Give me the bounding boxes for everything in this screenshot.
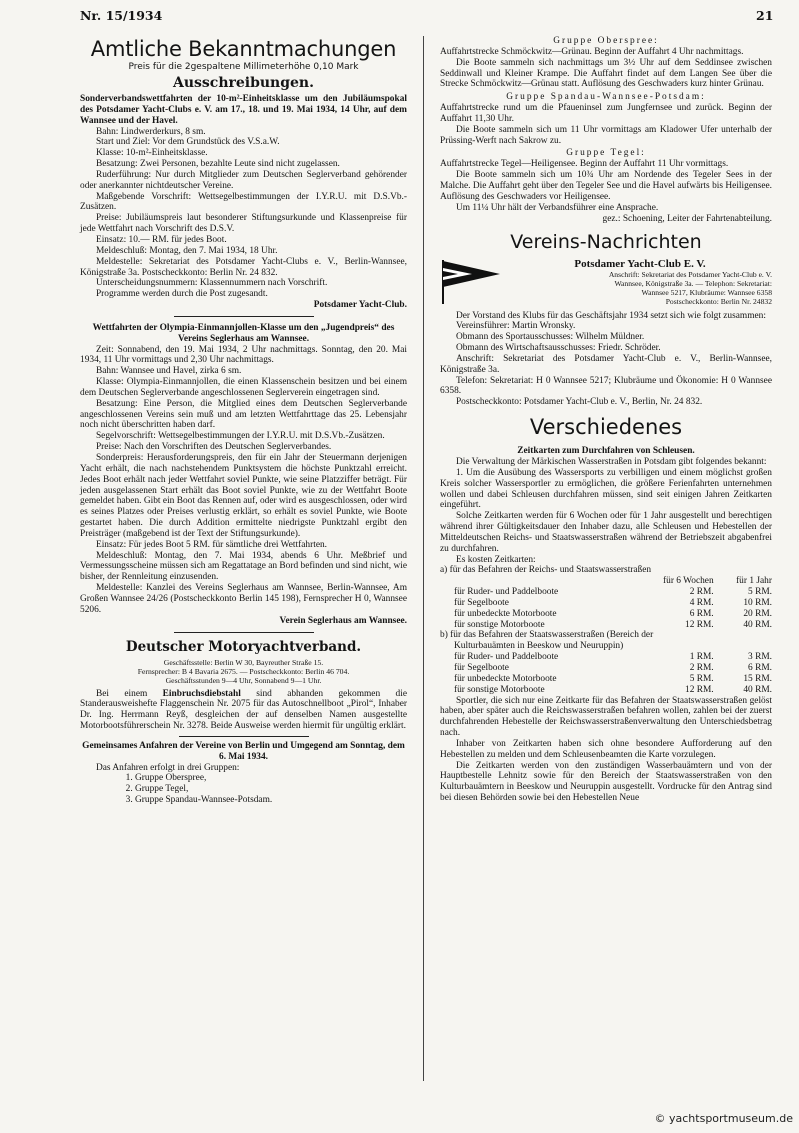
price-table: [440, 565, 772, 695]
table-row: [440, 663, 772, 674]
table-row: [440, 598, 772, 609]
cell: 2 RM.: [689, 663, 714, 673]
group-item: 3. Gruppe Spandau-Wannsee-Potsdam.: [135, 795, 407, 806]
r1-programme: Programme werden durch die Post zugesandt.: [95, 289, 268, 300]
g3-name: Gruppe Tegel:: [566, 148, 646, 159]
versch-p1: Die Verwaltung der Märkischen Wasserstraßen in Potsdam gibt folgendes bekannt:: [455, 456, 767, 467]
moto-p1c: sind abhanden gekommen die Standerausweishefte Flaggenschein Nr. 2075 für das Autoschnellboot „Pirol“, Inhaber Dr. Ing. Herrmann Reyß, desgleichen der auf denselben Namen ausgestellte Motorbootsführerschein Nr. 3278. Beide Ausweise werden hiermit für ungültig erklärt.: [80, 688, 407, 732]
versch-p2: 1. Um die Ausübung des Wassersports zu verbilligen und einem möglichst großen Kreis solcher Wassersportler zu ermöglichen, die größere Ferienfahrten unternehmen wollen und dabei Schleusen durchfahren müssen, sind seit einigen Jahren Zeitkarten eingeführt.: [440, 467, 772, 511]
table-row: [440, 609, 772, 620]
r2-meldeschluss: Meldeschluß: Montag, den 7. Mai 1934, abends 6 Uhr. Meßbrief und Vermessungsscheine müssen sich am Regattatage an Bord befinden und sind nicht, wie bisher, der Rennleitung einzusenden.: [80, 550, 408, 583]
anfahren-heading: Gemeinsames Anfahren der Vereine von Berlin und Umgegend am Sonntag, dem 6. Mai 1934.: [82, 740, 405, 762]
ausschreibungen-heading: Ausschreibungen.: [172, 75, 314, 91]
cell: 15 RM.: [743, 673, 772, 684]
club-pennant-icon: [440, 258, 502, 304]
vorstand-4: Anschrift: Sekretariat des Potsdamer Yacht-Club e. V., Berlin-Wannsee, Königstraße 3a.: [440, 353, 772, 375]
cell: für Segelboote: [454, 597, 509, 608]
cell: 12 RM.: [685, 619, 714, 630]
table-row: [440, 587, 772, 598]
table-a-heading: a) für das Befahren der Reichs- und Staatswasserstraßen: [440, 565, 652, 576]
cell: für sonstige Motorboote: [454, 684, 545, 695]
moto-p1a: Bei einem: [95, 688, 163, 699]
versch-p3: Solche Zeitkarten werden für 6 Wochen oder für 1 Jahr ausgestellt und berechtigen während ihrer Gültigkeitsdauer den Inhaber dazu, alle Schleusen und Hebestellen der Mitteldeutschen Reichs- und Staatswasserstraßen während der Betriebszeit abgabenfrei zu durchfahren.: [440, 511, 772, 554]
cell: 20 RM.: [743, 608, 772, 619]
page-number: 21: [756, 8, 774, 23]
table-b-heading-2: Kulturbauämten in Beeskow und Neuruppin): [454, 641, 624, 652]
versch-p6: Inhaber von Zeitkarten haben sich ohne besondere Aufforderung auf den Hebestellen zu melden und dem Schleusenbeamten die Karte vorzulegen.: [440, 738, 772, 760]
g3-text1: Auffahrtstrecke Tegel—Heiligensee. Beginn der Auffahrt 11 Uhr vormittags.: [440, 159, 729, 170]
g1-text2: Die Boote sammeln sich nachmittags um 3½ Uhr auf dem Seddinsee zwischen Seddinwall und Kleiner Krampe. Die Auffahrt findet auf dem Langen See über die Strecke Schmöckwitz—Grünau statt. Auflösung des Geschwaders kurz hinter Grünau.: [440, 57, 772, 90]
r1-meldeschluss: Meldeschluß: Montag, den 7. Mai 1934, 18 Uhr.: [95, 245, 278, 256]
moto-info-3: Geschäftsstunden 9—4 Uhr, Sonnabend 9—1 Uhr.: [165, 675, 322, 685]
r2-sonderpreis: Sonderpreis: Herausforderungspreis, den für ein Jahr der Steuermann derjenigen Yacht erhält, die nach nachstehendem Punktsystem die höchste Punktzahl erreicht. Jedes Boot erhält nach jeder Wettfahrt soviel Punkte, wie seine Platzziffer beträgt. Für jeden ausgelassenen Start erhält das Boot soviel Punkte, wie zu der Wettfahrt Boote gemeldet haben. Gibt ein Boot das Rennen auf, oder wird es ausgeschlossen, oder wird es seines Platzes oder Preises verlustig erklärt, so erhält es soviel Punkte, wie Boote gestartet haben. Die durch Addition ermittelte niedrigste Punktzahl ergibt den Preisträger (maßgebend ist der Text der Stiftungsurkunde).: [80, 453, 407, 539]
r1-heading: Sonderverbandswettfahrten der 10-m²-Einheitsklasse um den Jubiläumspokal des Potsdamer Yacht-Clubs e. V. am 17., 18. und 19. Mai 1934, 14 Uhr, auf dem Wannsee und der Havel.: [80, 94, 407, 126]
column-divider: [423, 36, 424, 1081]
group-item: 2. Gruppe Tegel,: [135, 784, 407, 795]
g2-text1: Auffahrtstrecke rund um die Pfaueninsel zum Jungfernsee und zurück. Beginn der Auffahrt 11,30 Uhr.: [440, 103, 772, 124]
watermark: © yachtsportmuseum.de: [654, 1112, 793, 1125]
table-b-heading-1: b) für das Befahren der Staatswasserstraßen (Bereich der: [440, 630, 654, 641]
cell: 4 RM.: [689, 597, 714, 608]
motoryacht-title: Deutscher Motoryachtverband.: [125, 638, 362, 655]
cell: 40 RM.: [743, 684, 772, 695]
versch-p7: Die Zeitkarten werden von den zuständigen Wasserbauämtern und von der Hauptbestelle Lehnitz sowie für den Bereich der Staatswasserstraßen von den Kulturbauämtern in Beeskow und Neuruppin ausgestellt. Vordrucke für den Antrag sind bei diesen Behörden sowie bei den Hebestellen Neue: [440, 760, 772, 804]
cell: 1 RM.: [689, 652, 714, 663]
club-info-2: Wannsee, Königstraße 3a. — Telephon: Sekretariat:: [614, 279, 772, 289]
cell: für sonstige Motorboote: [454, 619, 545, 630]
r2-heading: Wettfahrten der Olympia-Einmannjollen-Klasse um den „Jugendpreis“ des Vereins Seglerhaus am Wannsee.: [92, 322, 395, 344]
club-text: [508, 258, 772, 306]
vorstand-6: Postscheckkonto: Potsdamer Yacht-Club e. V., Berlin, Nr. 24 832.: [455, 397, 703, 408]
divider: [174, 316, 314, 317]
r1-vorschrift: Maßgebende Vorschrift: Wettsegelbestimmungen der I.Y.R.U. mit D.S.Vb.-Zusätzen.: [80, 191, 407, 213]
cell: 5 RM.: [748, 587, 772, 598]
vorstand-5: Telefon: Sekretariat: H 0 Wannsee 5217; Klubräume und Ökonomie: H 0 Wannsee 6358.: [440, 375, 772, 397]
club-name: Potsdamer Yacht-Club E. V.: [574, 258, 706, 271]
r1-nummern: Unterscheidungsnummern: Klassennummern nach Vorschrift.: [95, 278, 328, 289]
issue-number: Nr. 15/1934: [80, 8, 163, 23]
moto-info-2: Fernsprecher: B 4 Bavaria 2675. — Postscheckkonto: Berlin 46 704.: [137, 666, 350, 676]
moto-diebstahl: [80, 689, 407, 732]
left-column: [80, 36, 407, 806]
vereins-title: Vereins-Nachrichten: [510, 231, 702, 254]
cell: für Ruder- und Paddelboote: [454, 587, 559, 598]
verschiedenes-title: Verschiedenes: [529, 415, 683, 440]
group-item: 1. Gruppe Oberspree,: [135, 773, 407, 784]
r2-meldestelle: Meldestelle: Kanzlei des Vereins Seglerhaus am Wannsee, Berlin-Wannsee, Am Großen Wannsee 24/26 (Postscheckkonto Berlin 145 198), Fernsprecher H 0, Wannsee 5206.: [80, 583, 407, 615]
club-block: [440, 258, 772, 306]
r2-preise: Preise: Nach den Vorschriften des Deutschen Seglerverbandes.: [95, 442, 332, 453]
cell: 40 RM.: [743, 619, 772, 630]
table-row: [440, 674, 772, 685]
cell: für Segelboote: [454, 663, 509, 673]
g3-text2: Die Boote sammeln sich um 10¾ Uhr am Nordende des Tegeler Sees in der Malche. Die Auffahrt geht über den Tegeler See und die Havel aufwärts bis Heiligensee. Auflösung des Geschwaders vor Heiligensee.: [440, 170, 772, 202]
r2-zeit: Zeit: Sonnabend, den 19. Mai 1934, 2 Uhr nachmittags. Sonntag, den 20. Mai 1934, 11 Uhr vormittags und 2,30 Uhr nachmittags.: [80, 344, 407, 366]
zeitkarten-heading: Zeitkarten zum Durchfahren von Schleusen.: [517, 446, 695, 457]
cell: für unbedeckte Motorboote: [454, 608, 557, 619]
cell: 5 RM.: [689, 673, 714, 684]
cell: 10 RM.: [743, 597, 772, 608]
amtliche-title: Amtliche Bekanntmachungen: [90, 37, 397, 61]
r1-signature: Potsdamer Yacht-Club.: [313, 300, 407, 311]
r1-klasse: Klasse: 10-m²-Einheitsklasse.: [95, 148, 208, 159]
right-column: [440, 36, 772, 804]
vorstand-3: Obmann des Wirtschaftsausschusses: Friedr. Schröder.: [455, 343, 661, 354]
amtliche-subtitle: Preis für die 2gespaltene Millimeterhöhe 0,10 Mark: [128, 62, 359, 72]
col-6wochen: für 6 Wochen: [663, 576, 714, 587]
versch-p4: Es kosten Zeitkarten:: [455, 554, 536, 565]
r2-klasse: Klasse: Olympia-Einmannjollen, die einen Klassenschein besitzen und bei einem dem Deutschen Seglerverbande angeschlossenen Seglerverein eingetragen sind.: [80, 377, 407, 398]
col-1jahr: für 1 Jahr: [736, 576, 772, 587]
moto-info-1: Geschäftsstelle: Berlin W 30, Bayreuther Straße 15.: [163, 657, 324, 667]
cell: für Ruder- und Paddelboote: [454, 652, 559, 663]
club-info-4: Postscheckkonto: Berlin Nr. 24832: [665, 296, 772, 306]
r2-besatzung: Besatzung: Eine Person, die Mitglied eines dem Deutschen Seglerverbande angeschlossenen Vereins sein muß und am letzten Wettfahrttage das 25. Lebensjahr noch nicht überschritten haben darf.: [80, 398, 407, 431]
g2-text2: Die Boote sammeln sich um 11 Uhr vormittags am Kladower Ufer unterhalb der Prüssing-Werft nach Sakrow zu.: [440, 124, 772, 146]
anfahren-groups: [80, 773, 407, 806]
divider: [179, 736, 309, 737]
table-row: [440, 652, 772, 663]
vorstand-2: Obmann des Sportausschusses: Wilhelm Müldner.: [455, 332, 645, 343]
divider: [174, 632, 314, 633]
table-row: [440, 620, 772, 631]
g1-text1: Auffahrtstrecke Schmöckwitz—Grünau. Beginn der Auffahrt 4 Uhr nachmittags.: [440, 46, 744, 57]
g3-signature: gez.: Schoening, Leiter der Fahrtenabteilung.: [602, 213, 772, 224]
r2-signature: Verein Seglerhaus am Wannsee.: [279, 615, 407, 626]
r1-meldestelle: Meldestelle: Sekretariat des Potsdamer Yacht-Clubs e. V., Berlin-Wannsee, Königstraße 3a. Postscheckkonto: Berlin Nr. 24 832.: [80, 256, 407, 278]
r1-einsatz: Einsatz: 10.— RM. für jedes Boot.: [95, 234, 227, 245]
moto-p1b: Einbruchsdiebstahl: [162, 688, 241, 699]
cell: 6 RM.: [689, 608, 714, 619]
cell: 6 RM.: [748, 663, 772, 673]
club-info-1: Anschrift: Sekretariat des Potsdamer Yacht-Club e. V.: [608, 270, 772, 280]
versch-p5: Sportler, die sich nur eine Zeitkarte für das Befahren der Staatswasserstraßen gelöst haben, aber später auch die Reichswasserstraßen befahren wollen, zahlen bei der zuerst durchfahrenden Hebestelle der Reichswasserstraßenverwaltung den Unterschiedsbetrag nach.: [440, 695, 772, 739]
r2-vorschrift: Segelvorschrift: Wettsegelbestimmungen der I.Y.R.U. mit D.S.Vb.-Zusätzen.: [95, 431, 385, 442]
r1-start: Start und Ziel: Vor dem Grundstück des V.S.a.W.: [95, 137, 280, 148]
vorstand-intro: Der Vorstand des Klubs für das Geschäftsjahr 1934 setzt sich wie folgt zusammen:: [455, 310, 766, 321]
cell: 12 RM.: [685, 684, 714, 695]
r1-bahn: Bahn: Lindwerderkurs, 8 sm.: [95, 126, 206, 137]
g3-text3: Um 11¼ Uhr hält der Verbandsführer eine Ansprache.: [455, 202, 659, 213]
r2-einsatz: Einsatz: Für jedes Boot 5 RM. für sämtliche drei Wettfahrten.: [95, 539, 328, 550]
anfahren-intro: Das Anfahren erfolgt in drei Gruppen:: [95, 762, 240, 773]
r1-besatzung: Besatzung: Zwei Personen, bezahlte Leute sind nicht zugelassen.: [95, 159, 340, 170]
cell: 3 RM.: [748, 652, 772, 663]
r1-preise: Preise: Jubiläumspreis laut besonderer Stiftungsurkunde und Klassenpreise für jede Wettfahrt nach Vorschrift des D.S.V.: [80, 213, 407, 235]
vorstand-1: Vereinsführer: Martin Wronsky.: [455, 321, 576, 332]
cell: für unbedeckte Motorboote: [454, 673, 557, 684]
cell: 2 RM.: [689, 587, 714, 598]
r1-ruder: Ruderführung: Nur durch Mitglieder zum Deutschen Seglerverband gehörender oder anerkannter nichtdeutscher Vereine.: [80, 169, 407, 191]
r2-bahn: Bahn: Wannsee und Havel, zirka 6 sm.: [95, 366, 242, 377]
table-row: [440, 685, 772, 696]
club-info-3: Wannsee 5217, Klubräume: Wannsee 6358: [641, 287, 772, 297]
g2-name: Gruppe Spandau-Wannsee-Potsdam:: [506, 92, 706, 103]
g1-name: Gruppe Oberspree:: [553, 36, 659, 46]
